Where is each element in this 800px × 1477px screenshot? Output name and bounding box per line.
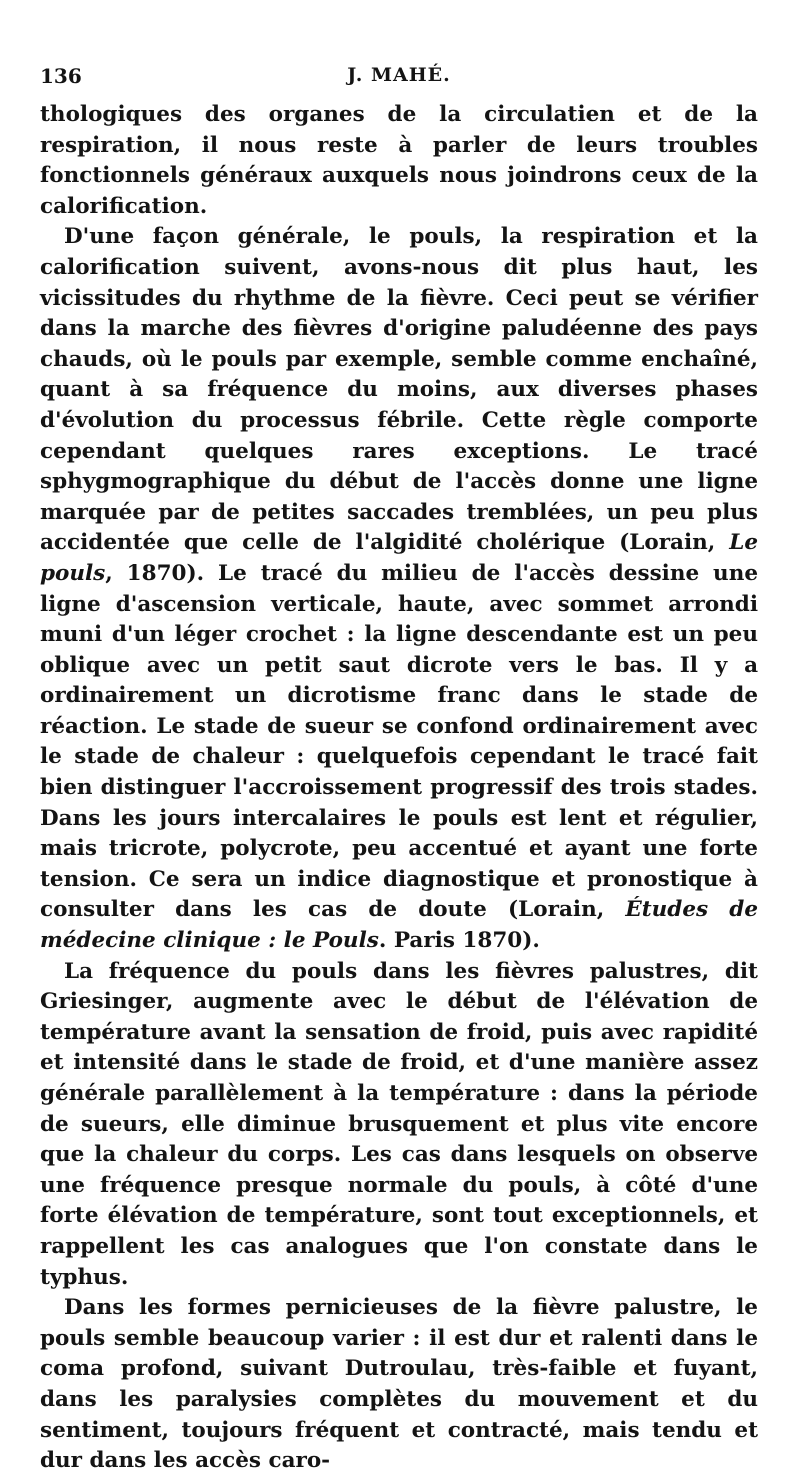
paragraph-1: thologiques des organes de la circulatien et de la respiration, il nous reste à parler de leurs troubles fonctionnels généraux auxquels nous joindrons ceux de la calorification. bbox=[40, 102, 758, 219]
citation-title-etudes: Études de médecine clinique : le Pouls bbox=[40, 897, 759, 954]
running-head bbox=[40, 64, 758, 94]
paragraph-2-part-b: , 1870). Le tracé du milieu de l'accès dessine une ligne d'ascension verticale, haute, avec sommet arrondi muni d'un léger crochet : la ligne descendante est un peu oblique avec un petit saut dicrote vers le bas. Il y a ordinairement un dicrotisme franc dans le stade de réaction. Le stade de sueur se confond ordinairement avec le stade de chaleur : quelquefois cependant le tracé fait bien distinguer l'accroissement progressif des trois stades. Dans les jours intercalaires le pouls est lent et régulier, mais tricrote, polycrote, peu accentué et ayant une forte tension. Ce sera un indice diagnostique et pronostique à consulter dans les cas de doute (Lorain, bbox=[40, 560, 758, 923]
paragraph-3: La fréquence du pouls dans les fièvres palustres, dit Griesinger, augmente avec le début de l'élévation de température avant la sensation de froid, puis avec rapidité et intensité dans le stade de froid, et d'une manière assez générale parallèlement à la température : dans la période de sueurs, elle diminue brusquement et plus vite encore que la chaleur du corps. Les cas dans lesquels on observe une fréquence presque normale du pouls, à côté d'une forte élévation de température, sont tout exceptionnels, et rappellent les cas analogues que l'on constate dans le typhus. bbox=[40, 958, 758, 1290]
paragraph-4: Dans les formes pernicieuses de la fièvre palustre, le pouls semble beaucoup varier : il est dur et ralenti dans le coma profond, suivant Dutroulau, très-faible et fuyant, dans les paralysies complètes du mouvement et du sentiment, toujours fréquent et contracté, mais tendu et dur dans les accès caro- bbox=[40, 1295, 758, 1474]
paragraph-2 bbox=[40, 222, 758, 956]
running-title: J. MAHÉ. bbox=[347, 64, 451, 86]
body-text bbox=[40, 100, 758, 1477]
page-number: 136 bbox=[40, 64, 82, 88]
citation-title-le-pouls: Le pouls bbox=[40, 530, 758, 586]
paragraph-2-part-a: D'une façon générale, le pouls, la respiration et la calorification suivent, avons-nous dit plus haut, les vicissitudes du rhythme de la fièvre. Ceci peut se vérifier dans la marche des fièvres d'origine paludéenne des pays chauds, où le pouls par exemple, semble comme enchaîné, quant à sa fréquence du moins, aux diverses phases d'évolution du processus fébrile. Cette règle comporte cependant quelques rares exceptions. Le tracé sphygmographique du début de l'accès donne une ligne marquée par de petites saccades tremblées, un peu plus accidentée que celle de l'algidité cholérique (Lorain, bbox=[40, 224, 758, 556]
paragraph-2-part-c: . Paris 1870). bbox=[378, 928, 540, 954]
